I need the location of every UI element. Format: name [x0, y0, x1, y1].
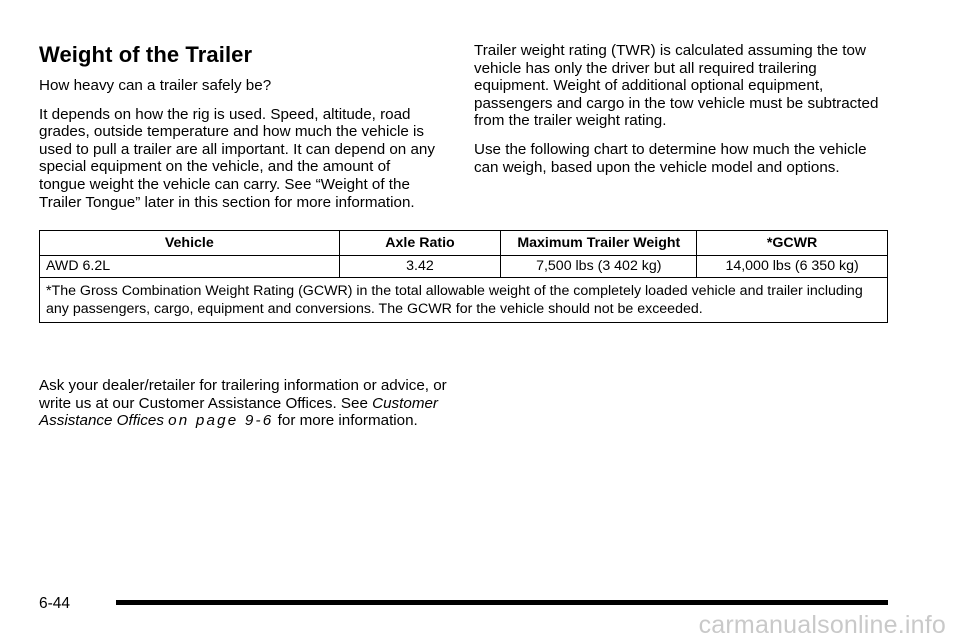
- customer-assistance-link[interactable]: Customer Assistance Offices: [39, 394, 438, 430]
- closing-paragraph: [39, 377, 459, 430]
- watermark: carmanualsonline.info: [698, 611, 946, 639]
- page-reference[interactable]: on page 9-6: [168, 412, 274, 430]
- cell-vehicle: AWD 6.2L: [40, 256, 340, 278]
- page-number: 6-44: [39, 595, 71, 612]
- cell-axle-ratio: 3.42: [339, 256, 501, 278]
- table-row: [40, 256, 888, 278]
- table-footnote-row: [40, 278, 888, 323]
- twr-paragraph: Trailer weight rating (TWR) is calculated assuming the tow vehicle has only the driver but all required trailering equipment. Weight of additional optional equipment, passengers and cargo in the tow vehicle must be subtracted from the trailer weight rating.: [474, 42, 879, 130]
- left-column: [39, 42, 439, 222]
- table-footnote: *The Gross Combination Weight Rating (GCWR) in the total allowable weight of the completely loaded vehicle and trailer including any passengers, cargo, equipment and conversions. The GCWR for the vehicle should not be exceeded.: [40, 278, 888, 323]
- header-axle-ratio: Axle Ratio: [339, 231, 501, 256]
- closing-text-after: for more information.: [273, 412, 418, 430]
- chart-intro-paragraph: Use the following chart to determine how much the vehicle can weigh, based upon the vehicle model and options.: [474, 140, 867, 176]
- closing-block: [39, 377, 459, 430]
- cell-gcwr: 14,000 lbs (6 350 kg): [697, 256, 888, 278]
- header-max-trailer-weight: Maximum Trailer Weight: [501, 231, 697, 256]
- section-title: Weight of the Trailer: [39, 42, 253, 67]
- table-header-row: [40, 231, 888, 256]
- header-gcwr: *GCWR: [697, 231, 888, 256]
- intro-paragraph: It depends on how the rig is used. Speed, altitude, road grades, outside temperature and how much the vehicle is used to pull a trailer are all important. It can depend on any special equipment on the vehicle, and the amount of tongue weight the vehicle can carry. See “Weight of the Trailer Tongue” later in this section for more information.: [39, 105, 435, 211]
- cell-max-trailer-weight: 7,500 lbs (3 402 kg): [501, 256, 697, 278]
- footer-rule: [116, 600, 888, 605]
- right-column: [474, 42, 894, 187]
- trailer-weight-table-wrap: [39, 230, 888, 323]
- question-paragraph: How heavy can a trailer safely be?: [39, 77, 272, 94]
- closing-text-before: Ask your dealer/retailer for trailering information or advice, or write us at our Customer Assistance Offices. See: [39, 377, 447, 412]
- trailer-weight-table: [39, 230, 888, 323]
- header-vehicle: Vehicle: [40, 231, 340, 256]
